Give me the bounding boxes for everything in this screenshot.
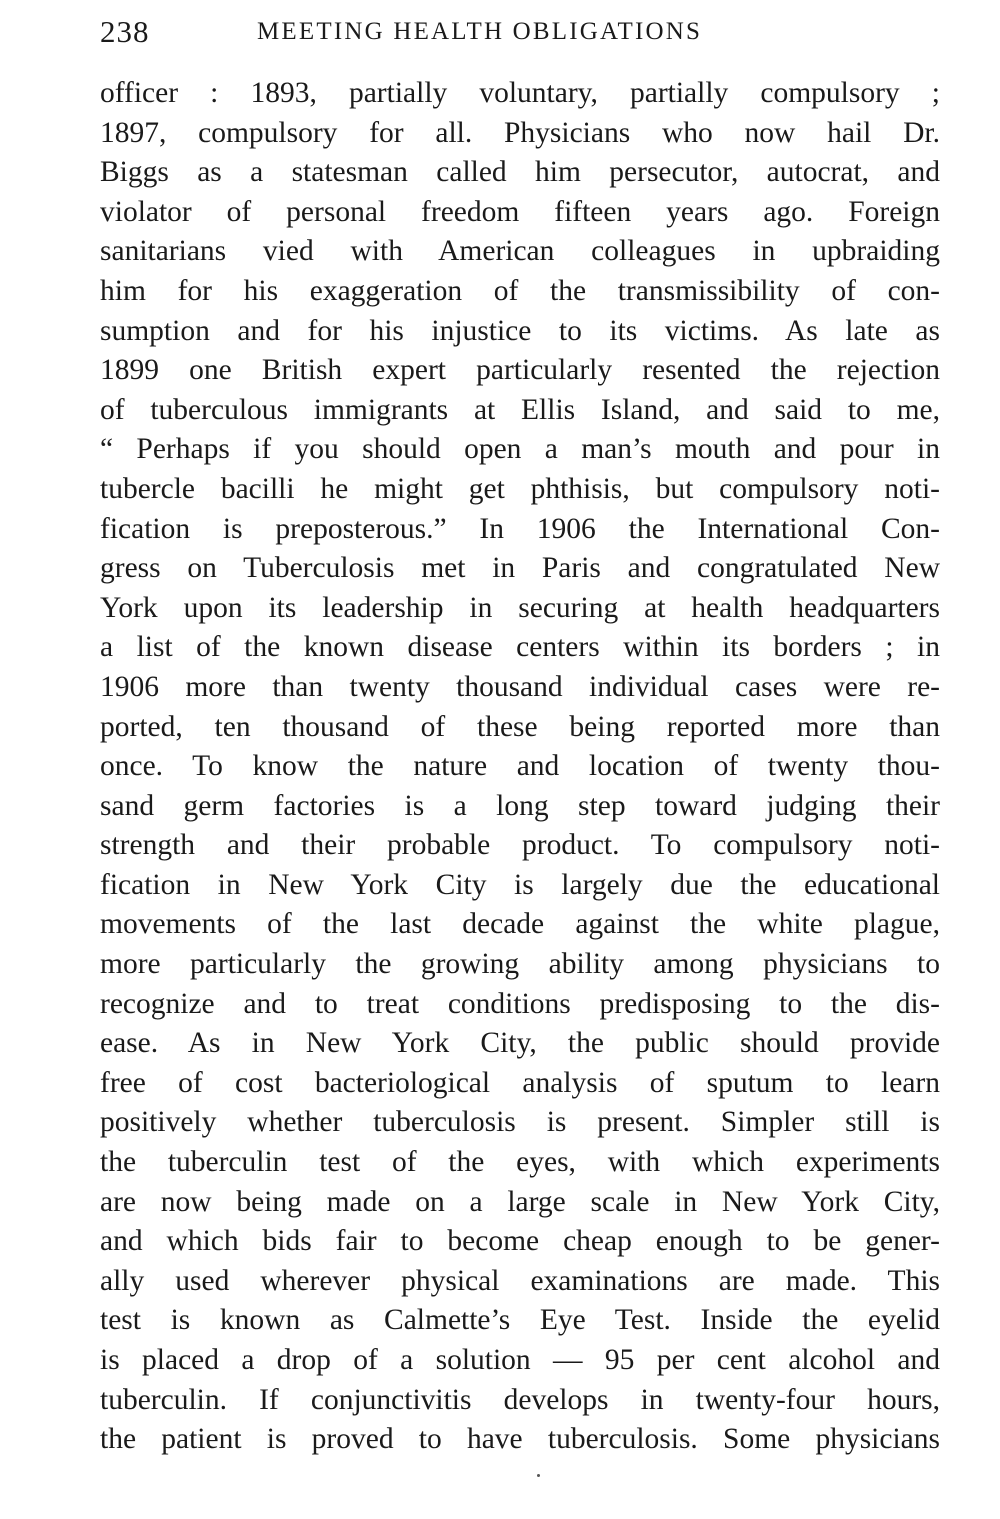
page-header (100, 10, 940, 50)
text-line: test is known as Calmette’s Eye Test. Inside the eyelid (100, 1304, 940, 1337)
text-line: ease. As in New York City, the public should provide (100, 1027, 940, 1060)
text-line: sumption and for his injustice to its victims. As late as (100, 314, 940, 347)
text-line: ported, ten thousand of these being reported more than (100, 710, 940, 743)
text-line: ally used wherever physical examinations are made. This (100, 1264, 940, 1297)
text-line: fication in New York City is largely due the educational (100, 868, 940, 901)
text-line: 1899 one British expert particularly resented the rejection (100, 354, 940, 387)
page-number: 238 (100, 14, 150, 49)
text-line: sand germ factories is a long step toward judging their (100, 789, 940, 822)
text-line: tuberculin. If conjunctivitis develops in twenty-four hours, (100, 1383, 940, 1416)
text-line: “ Perhaps if you should open a man’s mouth and pour in (100, 433, 940, 466)
text-line: 1906 more than twenty thousand individual cases were re- (100, 670, 940, 703)
print-speck (537, 1474, 540, 1477)
text-line: Biggs as a statesman called him persecutor, autocrat, and (100, 156, 940, 189)
text-line: positively whether tuberculosis is present. Simpler still is (100, 1106, 940, 1139)
text-line: and which bids fair to become cheap enough to be gener- (100, 1225, 940, 1258)
text-line: the patient is proved to have tuberculosis. Some physicians (100, 1423, 940, 1456)
text-line: are now being made on a large scale in New York City, (100, 1185, 940, 1218)
text-line: York upon its leadership in securing at health headquarters (100, 591, 940, 624)
text-line: him for his exaggeration of the transmissibility of con- (100, 274, 940, 307)
text-line: sanitarians vied with American colleagues in upbraiding (100, 235, 940, 268)
text-line: a list of the known disease centers within its borders ; in (100, 631, 940, 664)
text-line: fication is preposterous.” In 1906 the International Con- (100, 512, 940, 545)
text-line: is placed a drop of a solution — 95 per cent alcohol and (100, 1344, 940, 1376)
text-line: movements of the last decade against the white plague, (100, 908, 940, 941)
text-line: free of cost bacteriological analysis of sputum to learn (100, 1066, 940, 1099)
text-line: 1897, compulsory for all. Physicians who now hail Dr. (100, 116, 940, 149)
body-paragraph (100, 74, 940, 1460)
text-line: recognize and to treat conditions predisposing to the dis- (100, 987, 940, 1020)
running-head: MEETING HEALTH OBLIGATIONS (257, 18, 703, 45)
text-line: more particularly the growing ability among physicians to (100, 948, 940, 981)
text-line: gress on Tuberculosis met in Paris and congratulated New (100, 552, 940, 585)
text-line: violator of personal freedom fifteen years ago. Foreign (100, 195, 940, 228)
text-line: once. To know the nature and location of twenty thou- (100, 750, 940, 783)
text-line: strength and their probable product. To compulsory noti- (100, 829, 940, 862)
text-line: officer : 1893, partially voluntary, partially compulsory ; (100, 77, 940, 109)
text-line: tubercle bacilli he might get phthisis, but compulsory noti- (100, 472, 940, 505)
text-line: the tuberculin test of the eyes, with which experiments (100, 1146, 940, 1179)
text-line: of tuberculous immigrants at Ellis Island, and said to me, (100, 393, 940, 426)
